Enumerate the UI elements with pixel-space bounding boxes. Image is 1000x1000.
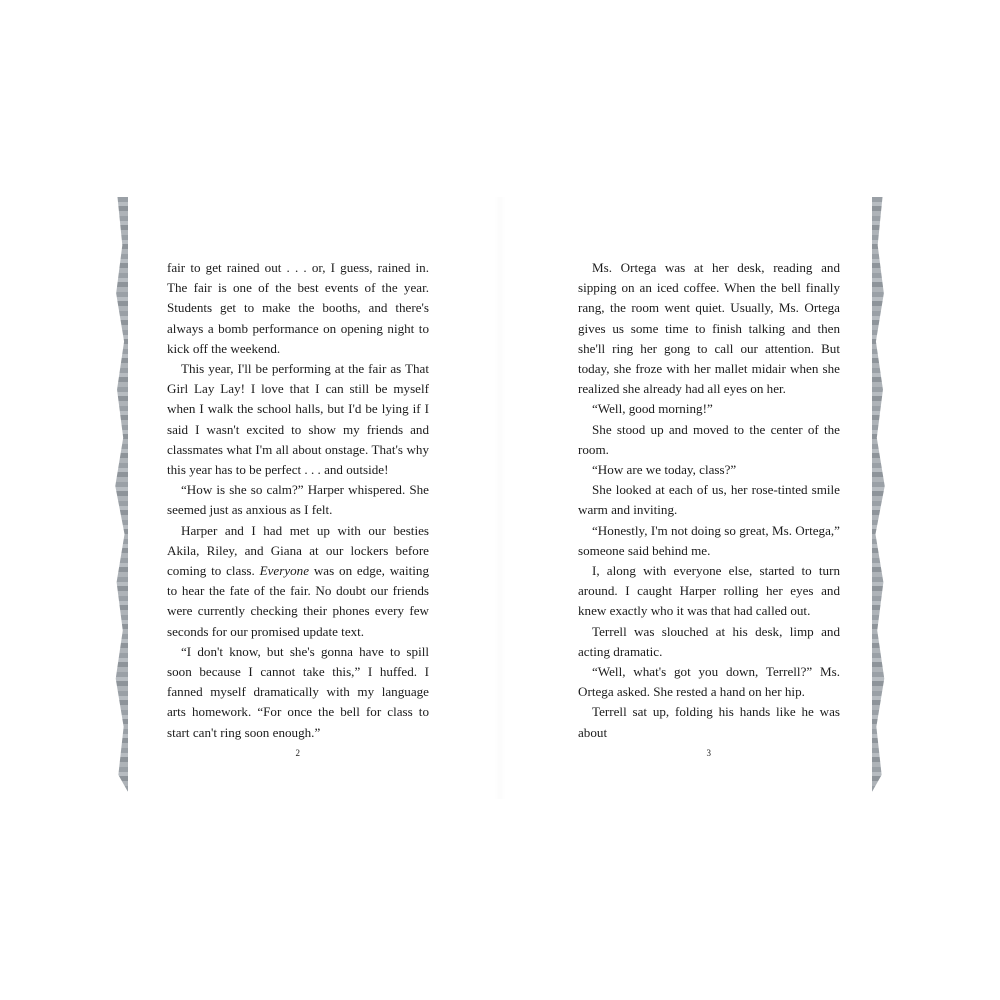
page-number-right: 3 [706,748,712,758]
paragraph: She stood up and moved to the center of the room. [578,421,840,457]
paragraph: I, along with everyone else, started to turn around. I caught Harper rolling her eyes and knew exactly who it was that had called out. [578,563,840,619]
paragraph: Harper and I had met up with our besties Akila, Riley, and Giana at our lockers before coming to class. Everyone was on edge, waiting to hear the fate of the fair. No doubt our friends were currently checking their phones every few seconds for our promised update text. [167,522,429,639]
paragraph: “Honestly, I'm not doing so great, Ms. Ortega,” someone said behind me. [578,522,840,558]
paragraph: “How is she so calm?” Harper whispered. She seemed just as anxious as I felt. [167,482,429,518]
book-gutter [494,197,506,799]
paragraph: Ms. Ortega was at her desk, reading and sipping on an iced coffee. When the bell finally rang, the room went quiet. Usually, Ms. Ortega gives us some time to finish talking and then she'll ring her gong to call our attention. But today, she froze with her mallet midair when she realized she already had all eyes on her. [578,260,840,397]
paragraph: “Well, good morning!” [592,401,713,417]
paragraph: Terrell sat up, folding his hands like he was about [578,704,840,740]
paragraph: “Well, what's got you down, Terrell?” Ms. Ortega asked. She rested a hand on her hip. [578,664,840,700]
page-number-left: 2 [295,748,301,758]
paragraph: She looked at each of us, her rose-tinted smile warm and inviting. [578,482,840,518]
right-page-text-column [578,258,840,743]
paragraph: “How are we today, class?” [592,462,737,478]
paragraph: “I don't know, but she's gonna have to spill soon because I cannot take this,” I huffed. I fanned myself dramatically with my language arts homework. “For once the bell for class to start can't ring soon enough.” [167,643,429,740]
paragraph: fair to get rained out . . . or, I guess, rained in. The fair is one of the best events of the year. Students get to make the booths, and there's always a bomb performance on opening night to kick off the weekend. [167,260,429,356]
left-page-text-column [167,258,429,743]
paragraph: This year, I'll be performing at the fair as That Girl Lay Lay! I love that I can still be myself when I walk the school halls, but I'd be lying if I said I wasn't excited to show my friends and classmates what I'm all about onstage. That's why this year has to be perfect . . . and outside! [167,361,429,478]
paragraph: Terrell was slouched at his desk, limp and acting dramatic. [578,623,840,659]
